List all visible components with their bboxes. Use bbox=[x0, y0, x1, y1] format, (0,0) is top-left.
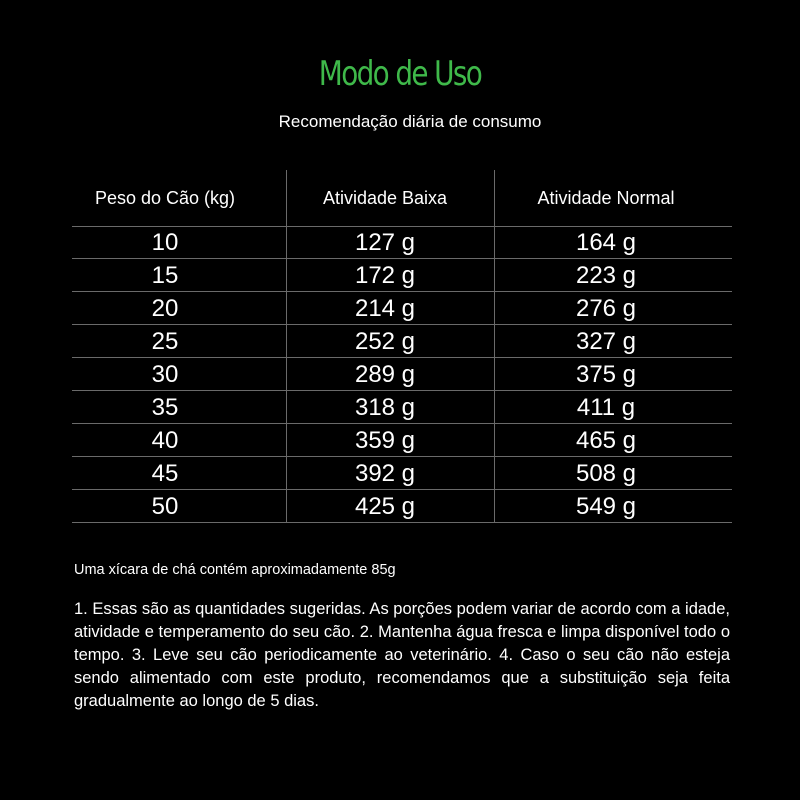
cell-low-activity: 425 g bbox=[354, 493, 416, 520]
cell-low-activity: 127 g bbox=[354, 229, 416, 256]
cell-low-activity: 318 g bbox=[354, 394, 416, 421]
cell-low-activity: 289 g bbox=[354, 361, 416, 388]
cell-weight: 30 bbox=[151, 361, 179, 388]
page-title: Modo de Uso bbox=[318, 54, 482, 94]
table-row bbox=[72, 424, 732, 457]
header-low-activity: Atividade Baixa bbox=[322, 188, 448, 208]
cell-weight: 45 bbox=[151, 460, 179, 487]
cell-normal-activity: 164 g bbox=[575, 229, 637, 256]
cell-normal-activity: 223 g bbox=[575, 262, 637, 289]
cell-low-activity: 172 g bbox=[354, 262, 416, 289]
cell-normal-activity: 465 g bbox=[575, 427, 637, 454]
cell-low-activity: 252 g bbox=[354, 328, 416, 355]
cell-low-activity: 392 g bbox=[354, 460, 416, 487]
cell-weight: 15 bbox=[151, 262, 179, 289]
header-normal-activity: Atividade Normal bbox=[537, 188, 675, 208]
cell-normal-activity: 508 g bbox=[575, 460, 637, 487]
cell-weight: 20 bbox=[151, 295, 179, 322]
header-weight: Peso do Cão (kg) bbox=[94, 188, 236, 208]
cell-normal-activity: 327 g bbox=[575, 328, 637, 355]
cell-low-activity: 214 g bbox=[354, 295, 416, 322]
table-header-row bbox=[72, 170, 732, 227]
cell-weight: 25 bbox=[151, 328, 179, 355]
table-row bbox=[72, 490, 732, 523]
table-row bbox=[72, 292, 732, 325]
usage-instructions: 1. Essas são as quantidades sugeridas. As porções podem variar de acordo com a idade, atividade e temperamento do seu cão. 2. Mantenha água fresca e limpa disponível todo o tempo. 3. Leve seu cão periodicamente ao veterinário. 4. Caso o seu cão não esteja sendo alimentado com este produto, recomendamos que a substituição seja feita gradualmente ao longo de 5 dias. bbox=[74, 600, 730, 710]
cell-normal-activity: 411 g bbox=[576, 394, 636, 421]
page-subtitle: Recomendação diária de consumo bbox=[278, 112, 542, 131]
cup-note: Uma xícara de chá contém aproximadamente 85g bbox=[74, 562, 396, 578]
table-row bbox=[72, 391, 732, 424]
cell-weight: 40 bbox=[151, 427, 179, 454]
cell-weight: 35 bbox=[151, 394, 179, 421]
table-row bbox=[72, 226, 732, 259]
cell-normal-activity: 375 g bbox=[575, 361, 637, 388]
cell-normal-activity: 276 g bbox=[575, 295, 637, 322]
table-row bbox=[72, 457, 732, 490]
table-row bbox=[72, 259, 732, 292]
cell-weight: 50 bbox=[151, 493, 179, 520]
cell-weight: 10 bbox=[151, 229, 179, 256]
table-row bbox=[72, 325, 732, 358]
cell-normal-activity: 549 g bbox=[575, 493, 637, 520]
cell-low-activity: 359 g bbox=[354, 427, 416, 454]
table-row bbox=[72, 358, 732, 391]
